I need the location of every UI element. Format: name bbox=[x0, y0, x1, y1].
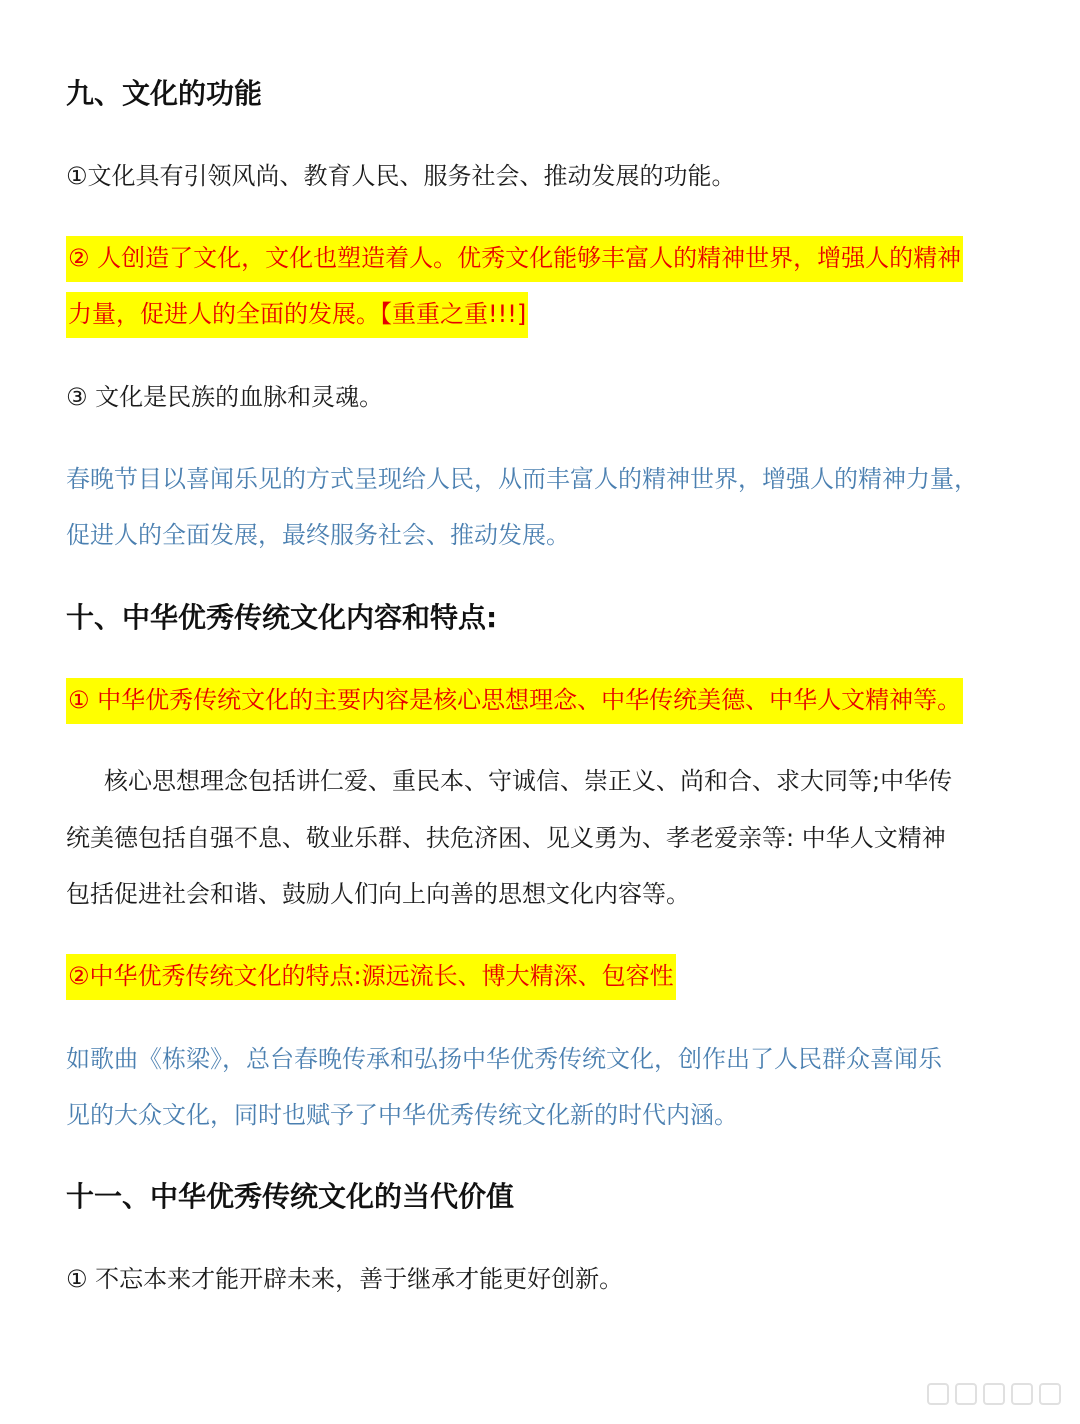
section-9-point-2-line-2 bbox=[66, 298, 1026, 330]
highlight-text: ① 中华优秀传统文化的主要内容是核心思想理念、中华传统美德、中华人文精神等。 bbox=[66, 678, 963, 724]
section-11-heading: 十一、中华优秀传统文化的当代价值 bbox=[66, 1180, 515, 1213]
section-10-detail-line-3: 包括促进社会和谐、鼓励人们向上向善的思想文化内容等。 bbox=[66, 880, 690, 908]
section-9-example-line-2: 促进人的全面发展，最终服务社会、推动发展。 bbox=[66, 521, 570, 549]
section-9-example-line-1: 春晚节目以喜闻乐见的方式呈现给人民，从而丰富人的精神世界，增强人的精神力量， bbox=[66, 465, 978, 493]
watermark-icon bbox=[926, 1380, 1066, 1410]
section-10-point-1 bbox=[66, 684, 1026, 716]
section-10-detail-line-1: 核心思想理念包括讲仁爱、重民本、守诚信、崇正义、尚和合、求大同等;中华传 bbox=[104, 767, 953, 795]
highlight-text: ②中华优秀传统文化的特点:源远流长、博大精深、包容性 bbox=[66, 954, 676, 1000]
section-9-point-3: ③ 文化是民族的血脉和灵魂。 bbox=[66, 383, 384, 411]
highlight-text: ② 人创造了文化，文化也塑造着人。优秀文化能够丰富人的精神世界，增强人的精神 bbox=[66, 236, 963, 282]
section-10-detail-line-2: 统美德包括自强不息、敬业乐群、扶危济困、见义勇为、孝老爱亲等: 中华人文精神 bbox=[66, 824, 946, 852]
section-10-example-line-2: 见的大众文化，同时也赋予了中华优秀传统文化新的时代内涵。 bbox=[66, 1101, 738, 1129]
section-10-example-line-1: 如歌曲《栋梁》，总台春晚传承和弘扬中华优秀传统文化，创作出了人民群众喜闻乐 bbox=[66, 1045, 942, 1073]
section-10-heading: 十、中华优秀传统文化内容和特点: bbox=[66, 601, 498, 634]
section-9-heading: 九、文化的功能 bbox=[66, 77, 263, 110]
section-10-point-2 bbox=[66, 960, 1026, 992]
section-11-point-1: ① 不忘本来才能开辟未来，善于继承才能更好创新。 bbox=[66, 1265, 624, 1293]
section-9-point-1: ①文化具有引领风尚、教育人民、服务社会、推动发展的功能。 bbox=[66, 162, 736, 190]
section-9-point-2-line-1 bbox=[66, 242, 1026, 274]
highlight-text: 力量，促进人的全面的发展。【重重之重!!!] bbox=[66, 292, 528, 338]
